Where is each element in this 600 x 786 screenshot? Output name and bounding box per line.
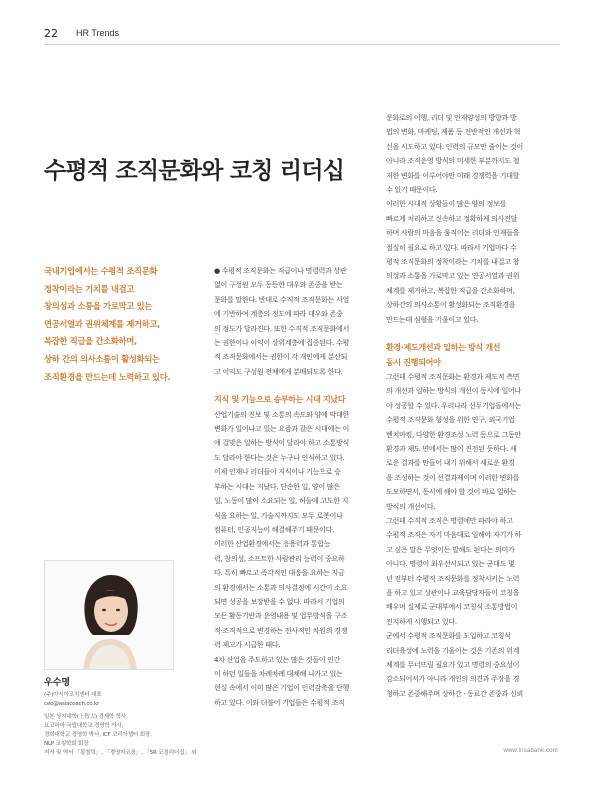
body-text-line: 되면 성공을 보장받을 수 없다. 따라서 기업의 xyxy=(214,596,345,606)
body-text-line: 고 이익도 구성원 전체에게 분배되도록 한다. xyxy=(214,366,343,376)
section-subheading: 환경·제도개선과 일하는 방식 개선 xyxy=(386,343,501,353)
body-text-line: 도 달라야 한다는 것은 누구나 인식하고 있다. xyxy=(214,452,345,462)
body-text-line: 저한 변화를 이루어야만 미래 경쟁력을 기대할 xyxy=(386,170,520,180)
section-subheading: 동시 진행되어야 xyxy=(386,357,441,367)
body-text-line: 에 기반하여 계층의 정도에 따라 대우와 존중 xyxy=(214,309,343,319)
author-photo xyxy=(44,560,174,670)
body-text-line: 문화로의 이행, 리더 및 인재양성의 방향과 방 xyxy=(386,113,517,122)
body-text-line: 아니다. 명령이 최우선시되고 있는 군대도 몇 xyxy=(386,559,515,569)
footer-url: www.insabank.com xyxy=(503,748,558,754)
body-text-line: 식을 요하는 일, 기술직까지도 모두 로봇이나 xyxy=(214,510,343,520)
body-text-line: 의 환경에서는 소통과 의사결정에 시간이 소요 xyxy=(214,582,348,592)
header-divider xyxy=(44,44,560,45)
body-text-line: 하고 있다. 이와 더불어 기업들은 수평적 조직 xyxy=(214,697,345,707)
body-text-line: 는 권한이나 이익이 상위계층에 집중된다. 수평 xyxy=(214,338,349,348)
body-text-line: 군에서 수평적 조직문화를 도입하고 코칭식 xyxy=(386,631,511,641)
body-text-line: 컴퓨터, 인공지능이 해결해주기 때문이다. xyxy=(214,524,335,534)
body-text-line: 도모하면서, 동시에 해야 할 것이 바로 일하는 xyxy=(386,487,517,497)
body-text-line: 변화가 일어나고 있는 요즘과 같은 시대에는 이 xyxy=(214,424,349,434)
body-text-line: 의 정도가 달라진다. 또한 수직적 조직문화에서 xyxy=(214,323,349,333)
body-text-line: 법의 변화, 마케팅, 제품 등 전반적인 개선과 혁 xyxy=(386,127,521,137)
author-bio-line: 일본 상지대학(上智大) 경제학 학사, xyxy=(44,714,128,720)
page-number: 22 xyxy=(44,26,58,40)
body-text-line: 만드는데 심혈을 기울이고 있다. xyxy=(386,314,479,324)
body-text-line: 을 하고 있고 상관이나 교육담당자들이 코칭을 xyxy=(386,588,520,597)
body-text-line: 이제 인재나 리더들이 지식이나 기능으로 승 xyxy=(214,467,341,477)
body-text-line: 이 하던 일들을 차례차례 대체해 나가고 있는 xyxy=(214,668,343,678)
body-text-line: 이러한 시대적 상황들이 많은 양의 정보를 xyxy=(386,199,507,209)
lead-summary xyxy=(44,263,194,386)
body-text-line: 을 조성하는 것이 선결과제이며 이러한 변화를 xyxy=(386,472,520,482)
lead-line: 연공서열과 권위체계를 제거하고, xyxy=(44,318,161,329)
author-email: ceo@asiacoach.co.kr xyxy=(44,701,100,707)
author-bio-line: 요코하마 국립대학교 경영학 석사, xyxy=(44,723,124,729)
body-column-middle xyxy=(214,264,362,710)
body-text-line: 부하는 시대는 지났다. 단순한 일, 양이 많은 xyxy=(214,481,340,491)
body-text-line: 벤치마킹, 다양한 환경조성 노력 등으로 그동안 xyxy=(386,429,521,439)
author-info xyxy=(44,675,209,758)
lead-line: 복잡한 직급을 간소화하며, xyxy=(44,336,137,347)
body-text-line: 그런데 수직적 조직은 명령에만 따라야 하고 xyxy=(386,515,513,525)
body-text-line: 배우며 실제로 군대부에서 코칭식 소통방법이 xyxy=(386,602,518,612)
paragraph-gap xyxy=(214,379,362,393)
body-text-line: 절실히 필요로 하고 있다. 따라서 기업마다 수 xyxy=(386,242,517,252)
body-text-line: 체계를 무너뜨릴 필요가 있고 명령의 중요성이 xyxy=(386,660,520,670)
body-text-line: 적·조직적으로 변경하는 전사적인 차원의 경쟁 xyxy=(214,625,348,635)
paragraph-gap xyxy=(386,327,534,341)
body-text-line: 다. 특히 빠르고 즉각적인 대응을 요하는 지금 xyxy=(214,568,345,578)
body-text-line: 평적 조직문화의 정착이라는 기치를 내걸고 창 xyxy=(386,257,520,267)
body-text-line: 빠르게 처리하고 신속하고 정확하게 의사전달 xyxy=(386,213,518,223)
author-bio-line: 저서 및 역서 「통찰력」, 「경영자코칭」, 「5R 코칭리더십」 외 xyxy=(44,750,197,756)
body-text-line: 일, 노동이 많이 소요되는 일, 허들에 고도한 지 xyxy=(214,496,349,506)
body-text-line: 상하간의 의사소통이 활성화되는 조직환경을 xyxy=(386,300,516,310)
author-bio-line: NLP 코칭학회 회장 xyxy=(44,741,89,747)
body-text-line: 모든 활동기반과 운영내용 및 업무방식을 구조 xyxy=(214,611,348,621)
lead-line: 상하 간의 의사소통이 활성화되는 xyxy=(44,353,160,364)
body-text-line: 력 제고가 시급한 때다. xyxy=(214,640,281,650)
body-text-line: 청하고 존중해주며 상하간 · 동료간 존중과 신뢰 xyxy=(386,688,523,698)
body-text-line: 하며 사람의 마음을 움직이는 리더와 인재들을 xyxy=(386,228,520,238)
body-text-line: 그런데 수평적 조직문화는 환경과 제도적 측면 xyxy=(386,371,520,381)
section-subheading: 지식 및 기능으로 승부하는 시대 지났다 xyxy=(214,395,346,405)
body-text-line: 아니라 조직운영 방식의 미세한 부분까지도 철 xyxy=(386,156,520,166)
body-text-line: 감소되어서가 아니라 개인의 의견과 주장을 경 xyxy=(386,674,520,684)
body-text-line: ● 수평적 조직문화는 직급이나 명령력과 상관 xyxy=(214,266,347,275)
body-text-line: 문화를 말한다. 반대로 수직적 조직문화는 서열 xyxy=(214,294,349,304)
author-bio-line: 경희대학교 경영학 박사, ICF 코리아챕터 회장, xyxy=(44,732,152,738)
author-portrait-icon xyxy=(45,561,174,670)
lead-line: 국내기업에서는 수평적 조직문화 xyxy=(44,266,158,276)
body-text-line: 진지하게 시행되고 있다. xyxy=(386,616,457,626)
author-name: 우수명 xyxy=(44,678,71,688)
body-column-right xyxy=(386,111,534,701)
body-text-line: 의 개선과 일하는 방식의 개선이 동시에 일어나 xyxy=(386,386,521,396)
body-text-line: 이러한 산업환경에서는 응용력과 통합능 xyxy=(214,539,331,549)
body-text-line: 적 조직문화에서는 권한이 각 개인에게 분산되 xyxy=(214,352,348,362)
body-text-line: 야 성공할 수 있다. 우리나라 선두기업들에서는 xyxy=(386,400,521,410)
lead-line: 창의성과 소통을 가로막고 있는 xyxy=(44,301,153,312)
body-text-line: 신을 시도하고 있다. 인력의 규모만 줄이는 것이 xyxy=(386,141,523,151)
body-text-line: 리더육성에 노력을 기울이는 것은 기존의 위계 xyxy=(386,645,520,655)
page-header xyxy=(44,26,119,40)
author-title: (주)아시아코치센터 대표 xyxy=(44,692,102,698)
body-text-line: 에 걸맞은 일하는 방식이 달라야 하고 소통방식 xyxy=(214,438,349,448)
body-text-line: 년 전부터 수평적 조직문화를 정착시키는 노력 xyxy=(386,573,520,583)
body-text-line: 고 싶은 말은 무엇이든 말해도 된다는 의미가 xyxy=(386,544,515,554)
body-text-line: 4차 산업을 주도하고 있는 많은 것들이 인간 xyxy=(214,654,341,664)
body-text-line: 력, 창의성, 소프트한 사람관리 능력이 중요하 xyxy=(214,553,345,563)
body-text-line: 로운 결과를 만들어 내기 위해서 새로운 환경 xyxy=(386,458,515,468)
body-text-line: 체계를 제거하고, 복잡한 직급을 간소화하며, xyxy=(386,285,515,295)
body-text-line: 현실 속에서 이미 많은 기업이 인력감축을 단행 xyxy=(214,683,349,693)
body-text-line: 의성과 소통을 가로막고 있는 연공서열과 권위 xyxy=(386,271,520,281)
body-text-line: 없이 구성원 모두 동등한 대우와 존중을 받는 xyxy=(214,280,343,290)
author-bio xyxy=(44,713,209,758)
body-text-line: 수 있기 때문이다. xyxy=(386,185,438,195)
section-label: HR Trends xyxy=(76,28,120,38)
body-text-line: 산업기술의 진보 및 소통의 속도와 양에 막대한 xyxy=(214,409,349,419)
body-text-line: 환경과 제도 면에서는 많이 진전된 듯하다. 새 xyxy=(386,443,517,453)
lead-line: 조직환경을 만드는데 노력하고 있다. xyxy=(44,371,171,382)
body-text-line: 방식의 개선이다. xyxy=(386,501,436,511)
article-title: 수평적 조직문화와 코칭 리더십 xyxy=(44,158,345,184)
body-text-line: 수평적 조직은 자기 마음대로 일해야 자기가 하 xyxy=(386,530,521,540)
body-text-line: 수평적 조직문화 형성을 위한 연구, 외국기업 xyxy=(386,415,515,425)
lead-line: 정착이라는 기치를 내걸고 xyxy=(44,283,135,294)
